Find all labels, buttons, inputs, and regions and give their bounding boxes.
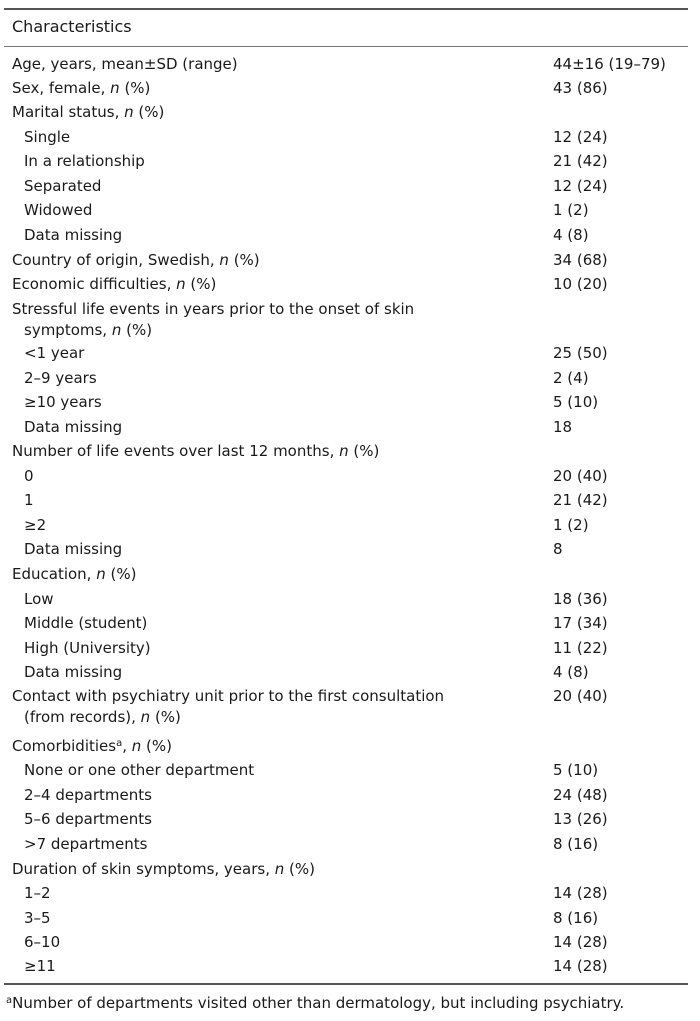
row-label-sex: Sex, female, n (%): [12, 79, 151, 97]
row-label-7plus-departments: >7 departments: [24, 835, 148, 853]
row-label-country-of-origin: Country of origin, Swedish, n (%): [12, 251, 260, 269]
row-value-country-of-origin: 34 (68): [553, 251, 608, 269]
row-value-events-2plus: 1 (2): [553, 516, 589, 534]
row-label-stress-missing: Data missing: [24, 418, 123, 436]
row-label-widowed: Widowed: [24, 201, 93, 219]
row-value-10-years: 5 (10): [553, 393, 599, 411]
row-label-education-middle: Middle (student): [24, 614, 148, 632]
row-label-marital-status: Marital status, n (%): [12, 103, 165, 121]
row-value-education-missing: 4 (8): [553, 663, 589, 681]
row-value-widowed: 1 (2): [553, 201, 589, 219]
row-value-in-relationship: 21 (42): [553, 152, 608, 170]
row-value-duration-11plus: 14 (28): [553, 957, 608, 975]
column-header-characteristics: Characteristics: [12, 17, 132, 36]
row-label-duration-11plus: ≥11: [24, 957, 56, 975]
row-label-stressful-life-events: Stressful life events in years prior to the onset of skin symptoms, n (%): [12, 300, 415, 339]
row-value-2-9-years: 2 (4): [553, 369, 589, 387]
row-label-duration-3-5: 3–5: [24, 909, 51, 927]
row-label-events-0: 0: [24, 467, 34, 485]
row-value-sex: 43 (86): [553, 79, 608, 97]
row-label-number-life-events: Number of life events over last 12 months, n (%): [12, 442, 380, 460]
row-label-events-1: 1: [24, 491, 34, 509]
row-label-duration: Duration of skin symptoms, years, n (%): [12, 860, 315, 878]
row-label-comorbidities: Comorbidities$^a$, n (%): [12, 737, 173, 755]
row-value-age: 44±16 (19–79): [553, 55, 666, 73]
row-label-separated: Separated: [24, 177, 102, 195]
footnote-marker: a: [6, 995, 13, 1006]
row-value-7plus-departments: 8 (16): [553, 835, 599, 853]
row-label-economic-difficulties: Economic difficulties, n (%): [12, 275, 217, 293]
footnote-marker-sup: a: [116, 738, 123, 749]
row-label-10-years: ≥10 years: [24, 393, 102, 411]
table-top-rule: [4, 8, 688, 10]
row-label-events-missing: Data missing: [24, 540, 123, 558]
row-value-single: 12 (24): [553, 128, 608, 146]
row-value-5-6-departments: 13 (26): [553, 810, 608, 828]
row-value-none-or-one: 5 (10): [553, 761, 599, 779]
row-value-marital-missing: 4 (8): [553, 226, 589, 244]
table-bottom-rule: [4, 983, 688, 985]
row-label-education-high: High (University): [24, 639, 151, 657]
row-value-separated: 12 (24): [553, 177, 608, 195]
row-label-marital-missing: Data missing: [24, 226, 123, 244]
row-label-in-relationship: In a relationship: [24, 152, 145, 170]
row-value-economic-difficulties: 10 (20): [553, 275, 608, 293]
row-label-age: Age, years, mean±SD (range): [12, 55, 238, 73]
table-footnote: $^a$Number of departments visited other than dermatology, but including psychiatry.: [6, 994, 625, 1012]
row-value-education-middle: 17 (34): [553, 614, 608, 632]
row-label-5-6-departments: 5–6 departments: [24, 810, 152, 828]
row-label-psychiatry-contact: Contact with psychiatry unit prior to the first consultation (from records), n (%): [12, 687, 445, 726]
row-value-education-low: 18 (36): [553, 590, 608, 608]
row-label-education-missing: Data missing: [24, 663, 123, 681]
row-label-duration-1-2: 1–2: [24, 884, 51, 902]
row-label-2-9-years: 2–9 years: [24, 369, 97, 387]
row-label-single: Single: [24, 128, 71, 146]
row-value-stress-missing: 18: [553, 418, 573, 436]
header-divider: [4, 46, 688, 47]
row-label-education: Education, n (%): [12, 565, 137, 583]
row-label-2-4-departments: 2–4 departments: [24, 786, 152, 804]
row-value-psychiatry-contact: 20 (40): [553, 687, 608, 705]
row-value-education-high: 11 (22): [553, 639, 608, 657]
row-value-events-missing: 8: [553, 540, 563, 558]
row-value-2-4-departments: 24 (48): [553, 786, 608, 804]
row-value-events-0: 20 (40): [553, 467, 608, 485]
row-label-less-1-year: <1 year: [24, 344, 85, 362]
row-label-none-or-one: None or one other department: [24, 761, 255, 779]
row-value-duration-1-2: 14 (28): [553, 884, 608, 902]
row-label-education-low: Low: [24, 590, 54, 608]
row-value-duration-6-10: 14 (28): [553, 933, 608, 951]
row-label-duration-6-10: 6–10: [24, 933, 61, 951]
row-value-duration-3-5: 8 (16): [553, 909, 599, 927]
row-value-events-1: 21 (42): [553, 491, 608, 509]
row-label-events-2plus: ≥2: [24, 516, 47, 534]
row-value-less-1-year: 25 (50): [553, 344, 608, 362]
